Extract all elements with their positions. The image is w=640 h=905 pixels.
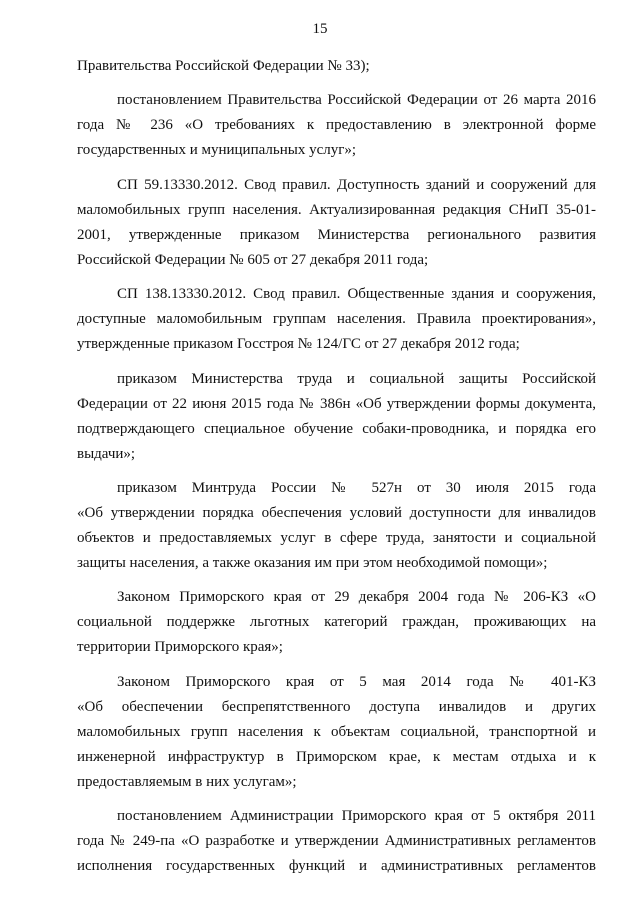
text-line: года № 249-па «О разработке и утверждении Административных регламентов — [77, 833, 596, 850]
text-line: приказом Министерства труда и социальной защиты Российской — [117, 370, 596, 387]
text-line: предоставляемым в них услугам»; — [77, 773, 297, 790]
text-line: приказом Минтруда России № 527н от 30 июля 2015 года — [117, 479, 596, 496]
text-line: СП 59.13330.2012. Свод правил. Доступность зданий и сооружений для — [117, 176, 596, 193]
text-line: постановлением Правительства Российской Федерации от 26 марта 2016 — [117, 92, 596, 109]
text-line: Правительства Российской Федерации № 33); — [77, 58, 370, 74]
paragraph-continuation — [77, 54, 596, 79]
text-line: инженерной инфраструктур в Приморском крае, к местам отдыха и к — [77, 748, 596, 765]
text-line: «Об обеспечении беспрепятственного доступа инвалидов и других — [77, 698, 596, 715]
text-line: постановлением Администрации Приморского края от 5 октября 2011 — [117, 808, 596, 825]
paragraph-sp-138 — [77, 282, 596, 357]
text-line: года № 236 «О требованиях к предоставлению в электронной форме — [77, 117, 596, 134]
text-line: объектов и предоставляемых услуг в сфере труда, занятости и социальной — [77, 529, 596, 546]
text-line: маломобильных групп населения к объектам социальной, транспортной и — [77, 723, 596, 740]
paragraph-law-206kz — [77, 585, 596, 660]
paragraph-order-527n — [77, 476, 596, 576]
paragraph-sp-59 — [77, 173, 596, 273]
text-line: подтверждающего специальное обучение собаки-проводника, и порядка его — [77, 420, 596, 437]
page-number: 15 — [312, 21, 328, 37]
text-line: Федерации от 22 июня 2015 года № 386н «Об утверждении формы документа, — [77, 395, 596, 412]
text-line: 2001, утвержденные приказом Министерства регионального развития — [77, 226, 596, 243]
text-line: Российской Федерации № 605 от 27 декабря 2011 года; — [77, 251, 429, 268]
paragraph-decree-236 — [77, 88, 596, 163]
text-line: исполнения государственных функций и административных регламентов — [77, 858, 596, 875]
text-line: защиты населения, а также оказания им при этом необходимой помощи»; — [77, 554, 548, 571]
text-line: маломобильных групп населения. Актуализированная редакция СНиП 35-01- — [77, 201, 596, 218]
text-line: доступные маломобильным группам населения. Правила проектирования», — [77, 311, 596, 328]
text-line: Законом Приморского края от 29 декабря 2004 года № 206-КЗ «О — [117, 589, 596, 606]
text-line: Законом Приморского края от 5 мая 2014 года № 401-КЗ — [117, 673, 596, 690]
paragraph-law-401kz — [77, 670, 596, 795]
text-line: утвержденные приказом Госстроя № 124/ГС от 27 декабря 2012 года; — [77, 336, 520, 353]
body-text — [77, 54, 596, 889]
text-line: СП 138.13330.2012. Свод правил. Общественные здания и сооружения, — [117, 286, 596, 303]
text-line: социальной поддержке льготных категорий граждан, проживающих на — [77, 614, 596, 631]
text-line: территории Приморского края»; — [77, 639, 283, 656]
text-line: государственных и муниципальных услуг»; — [77, 142, 357, 159]
text-line: выдачи»; — [77, 445, 136, 462]
paragraph-decree-249pa — [77, 804, 596, 879]
paragraph-order-386n — [77, 367, 596, 467]
text-line: «Об утверждении порядка обеспечения условий доступности для инвалидов — [77, 504, 596, 521]
